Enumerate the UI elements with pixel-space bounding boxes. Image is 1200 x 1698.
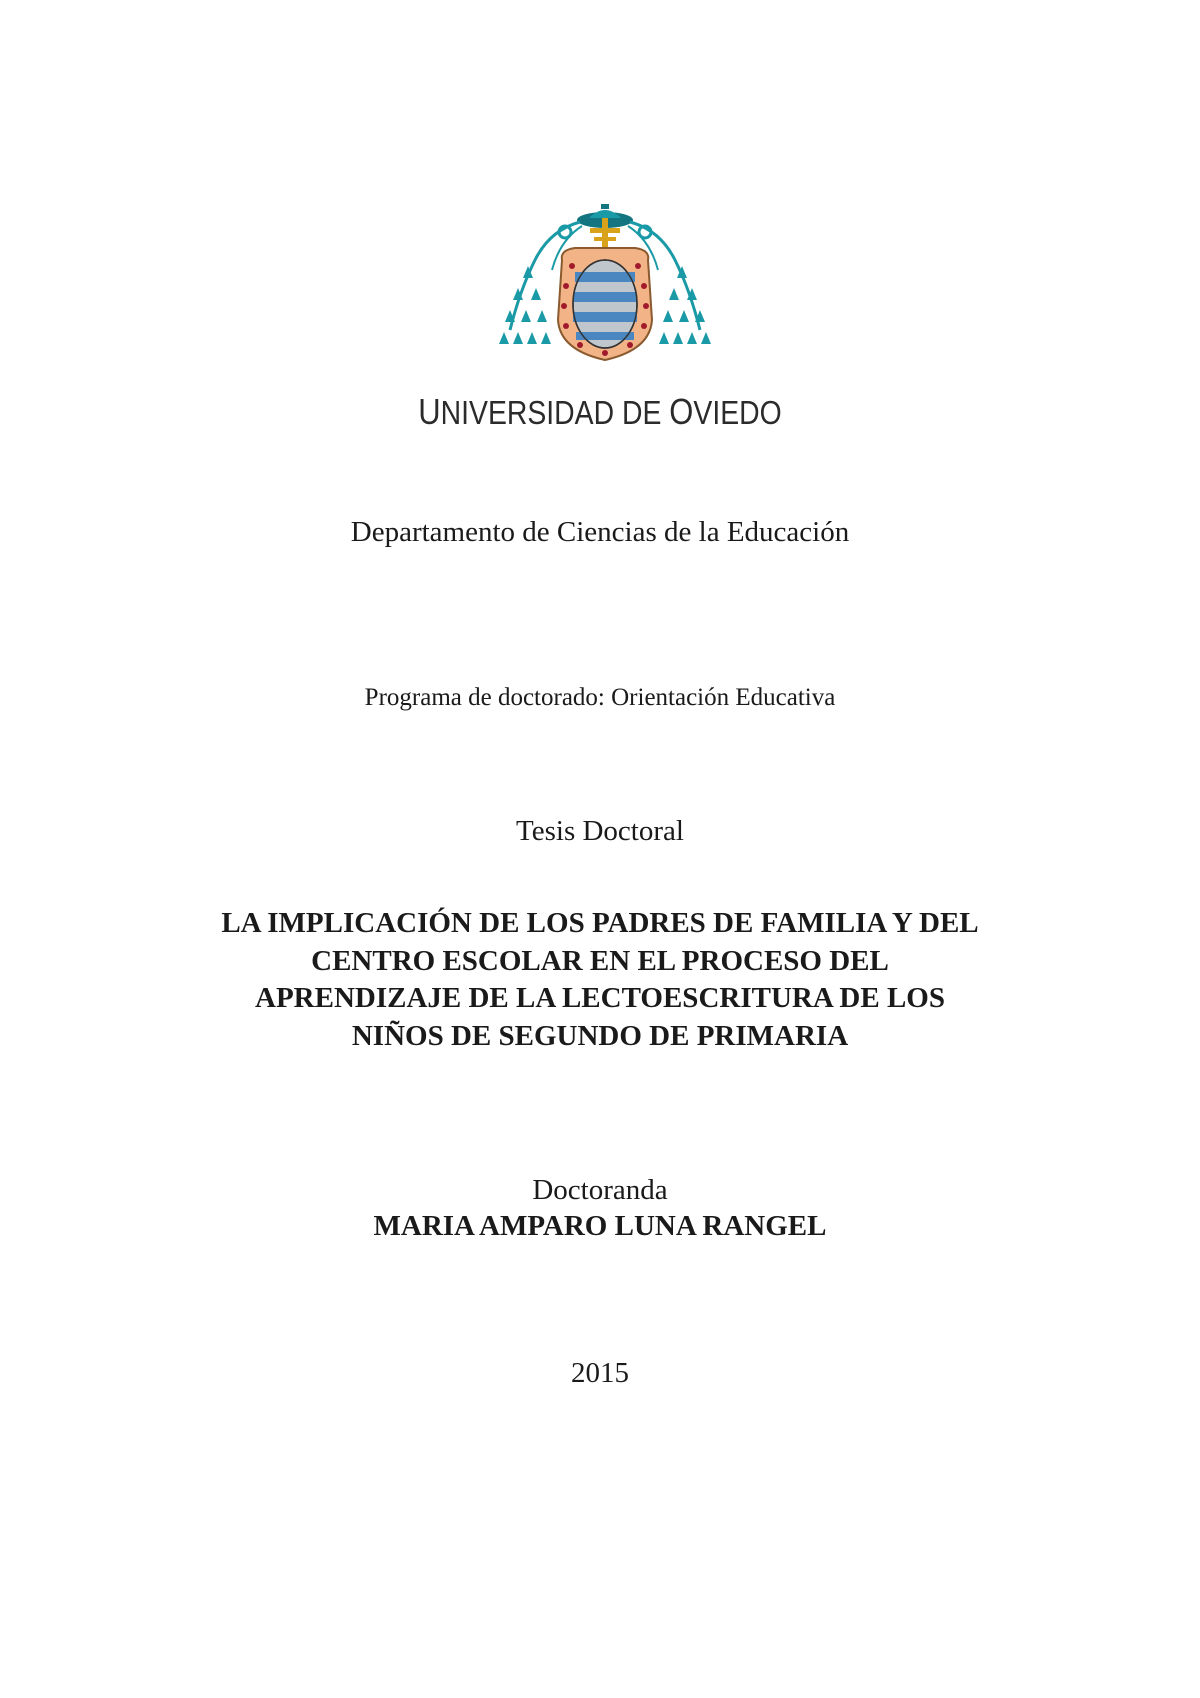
department-name: Departamento de Ciencias de la Educación bbox=[350, 516, 850, 548]
university-wordmark bbox=[84, 392, 1116, 433]
author-role: Doctoranda bbox=[532, 1174, 668, 1206]
wordmark-part-2: VIEDO bbox=[693, 394, 782, 431]
thesis-title bbox=[100, 905, 1100, 1055]
thesis-title-line: APRENDIZAJE DE LA LECTOESCRITURA DE LOS bbox=[255, 982, 945, 1014]
thesis-title-line: LA IMPLICACIÓN DE LOS PADRES DE FAMILIA Y DEL bbox=[221, 907, 979, 939]
university-coat-of-arms-logo bbox=[490, 200, 720, 390]
wordmark-part-1: NIVERSIDAD DE bbox=[440, 394, 670, 431]
wordmark-initial-u: U bbox=[418, 391, 441, 432]
thesis-title-line: CENTRO ESCOLAR EN EL PROCESO DEL bbox=[311, 944, 889, 977]
wordmark-initial-o: O bbox=[669, 391, 694, 432]
thesis-title-line: NIÑOS DE SEGUNDO DE PRIMARIA bbox=[351, 1019, 849, 1052]
document-type: Tesis Doctoral bbox=[516, 815, 684, 847]
publication-year: 2015 bbox=[571, 1357, 629, 1389]
doctoral-program: Programa de doctorado: Orientación Educativa bbox=[364, 684, 836, 711]
author-name: MARIA AMPARO LUNA RANGEL bbox=[373, 1210, 827, 1242]
